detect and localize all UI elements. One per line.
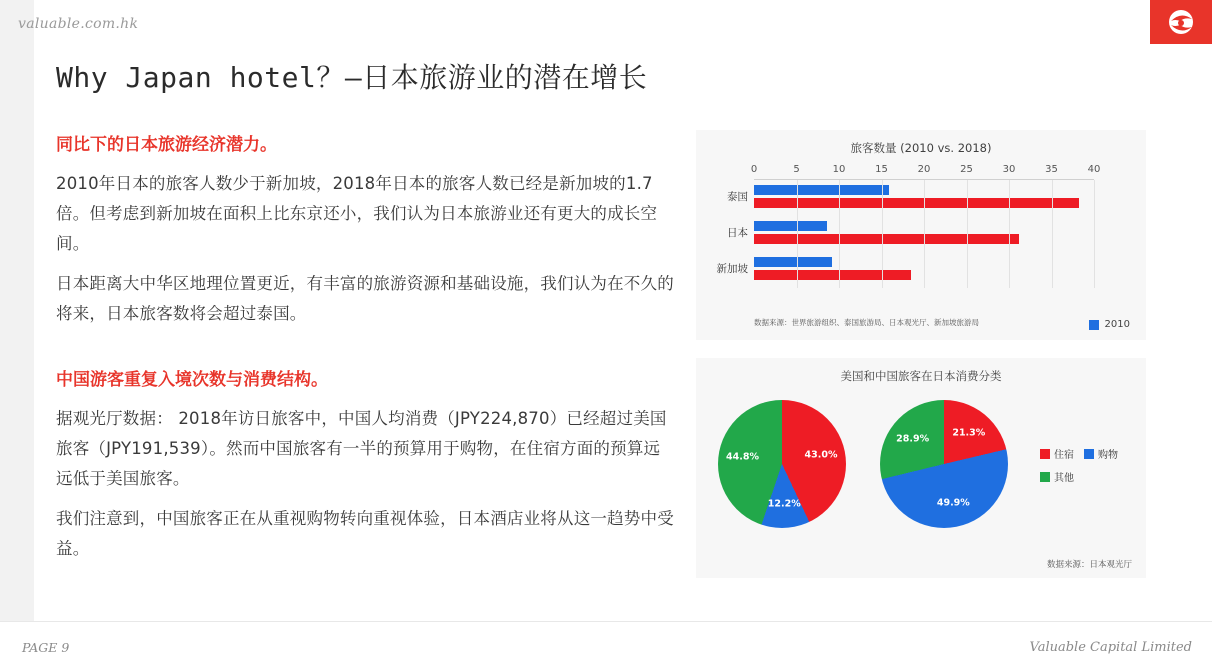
pie-slice-label: 49.9% — [936, 497, 970, 509]
bar-2018 — [754, 234, 1019, 244]
watermark: valuable.com.hk — [18, 16, 139, 32]
section-2-paragraph-1: 据观光厅数据： 2018年访日旅客中，中国人均消费（JPY224,870）已经超过美国旅客（JPY191,539）。然而中国旅客有一半的预算用于购物，在住宿方面的预算远远低于美国旅客。 — [56, 409, 667, 488]
x-tick-25: 25 — [960, 164, 973, 175]
bar-chart-x-axis — [750, 164, 1101, 180]
bar-chart-rows — [716, 180, 1094, 288]
legend-swatch-other — [1040, 472, 1050, 482]
gridline — [882, 180, 883, 288]
page-number: PAGE 9 — [22, 640, 70, 655]
footer-company: Valuable Capital Limited — [1029, 640, 1192, 655]
pie-slice-label: 44.8% — [726, 451, 760, 463]
section-1-heading: 同比下的日本旅游经济潜力。 — [56, 135, 277, 155]
company-logo — [1150, 0, 1212, 44]
bar-category-label: 新加坡 — [716, 263, 748, 275]
legend-swatch-shopping — [1084, 449, 1094, 459]
bar-2010 — [754, 185, 889, 195]
gridline — [1094, 180, 1095, 288]
left-accent-bar — [0, 0, 34, 669]
bar-chart-title: 旅客数量 (2010 vs. 2018) — [850, 141, 992, 155]
section-1 — [56, 130, 676, 329]
page-title: Why Japan hotel？—日本旅游业的潜在增长 — [56, 61, 648, 94]
legend-swatch-lodging — [1040, 449, 1050, 459]
gridline — [1009, 180, 1010, 288]
legend-item-shopping — [1084, 446, 1118, 461]
gridline — [967, 180, 968, 288]
legend-label-lodging: 住宿 — [1054, 450, 1074, 461]
section-2 — [56, 365, 676, 564]
pie-chart-legend — [1040, 446, 1136, 492]
bar-category-label: 日本 — [727, 227, 748, 239]
gridline — [797, 180, 798, 288]
bar-2018 — [754, 198, 1079, 208]
bar-2010 — [754, 221, 827, 231]
gridline — [839, 180, 840, 288]
pie-chart-plot — [696, 388, 1146, 548]
pie-chart-title: 美国和中国旅客在日本消费分类 — [840, 369, 1002, 383]
bar-chart-legend — [1089, 319, 1130, 330]
content-column — [56, 130, 676, 574]
pie-slice-label: 28.9% — [896, 433, 930, 445]
pie-cn-travelers — [880, 400, 1008, 528]
bar-chart-source: 数据来源：世界旅游组织、泰国旅游局、日本观光厅、新加坡旅游局 — [754, 318, 979, 327]
x-tick-40: 40 — [1087, 164, 1101, 175]
pie-slice-label: 43.0% — [804, 449, 838, 461]
x-tick-5: 5 — [793, 164, 800, 175]
gridline — [924, 180, 925, 288]
x-tick-30: 30 — [1002, 164, 1016, 175]
legend-label-2010: 2010 — [1104, 319, 1130, 330]
pie-us-travelers — [718, 400, 846, 528]
bar-2018 — [754, 270, 911, 280]
section-1-paragraph-1: 2010年日本的旅客人数少于新加坡，2018年日本的旅客人数已经是新加坡的1.7倍。但考虑到新加坡在面积上比东京还小，我们认为日本旅游业还有更大的成长空间。 — [56, 174, 658, 253]
legend-item-lodging — [1040, 446, 1074, 461]
section-1-paragraph-2: 日本距离大中华区地理位置更近，有丰富的旅游资源和基础设施，我们认为在不久的将来，日本旅客数将会超过泰国。 — [56, 274, 674, 323]
x-tick-20: 20 — [917, 164, 931, 175]
legend-swatch-2010 — [1089, 320, 1099, 330]
bar-chart-card — [696, 130, 1146, 340]
bird-logo-icon — [1161, 7, 1201, 37]
x-tick-15: 15 — [875, 164, 888, 175]
section-2-heading: 中国游客重复入境次数与消费结构。 — [56, 370, 328, 390]
bar-2010 — [754, 257, 832, 267]
bar-category-label: 泰国 — [727, 191, 748, 203]
x-tick-0: 0 — [750, 164, 758, 175]
legend-label-shopping: 购物 — [1098, 450, 1118, 461]
legend-label-other: 其他 — [1054, 473, 1074, 484]
x-tick-35: 35 — [1045, 164, 1058, 175]
pie-slice-label: 12.2% — [767, 498, 801, 510]
section-2-paragraph-2: 我们注意到，中国旅客正在从重视购物转向重视体验，日本酒店业将从这一趋势中受益。 — [56, 509, 674, 558]
gridline — [1052, 180, 1053, 288]
pie-slice-label: 21.3% — [952, 427, 986, 439]
pie-chart-card — [696, 358, 1146, 578]
legend-item-other — [1040, 469, 1074, 484]
x-tick-10: 10 — [832, 164, 846, 175]
pie-chart-source: 数据来源：日本观光厅 — [1046, 560, 1132, 570]
bar-chart-plot — [716, 164, 1134, 294]
